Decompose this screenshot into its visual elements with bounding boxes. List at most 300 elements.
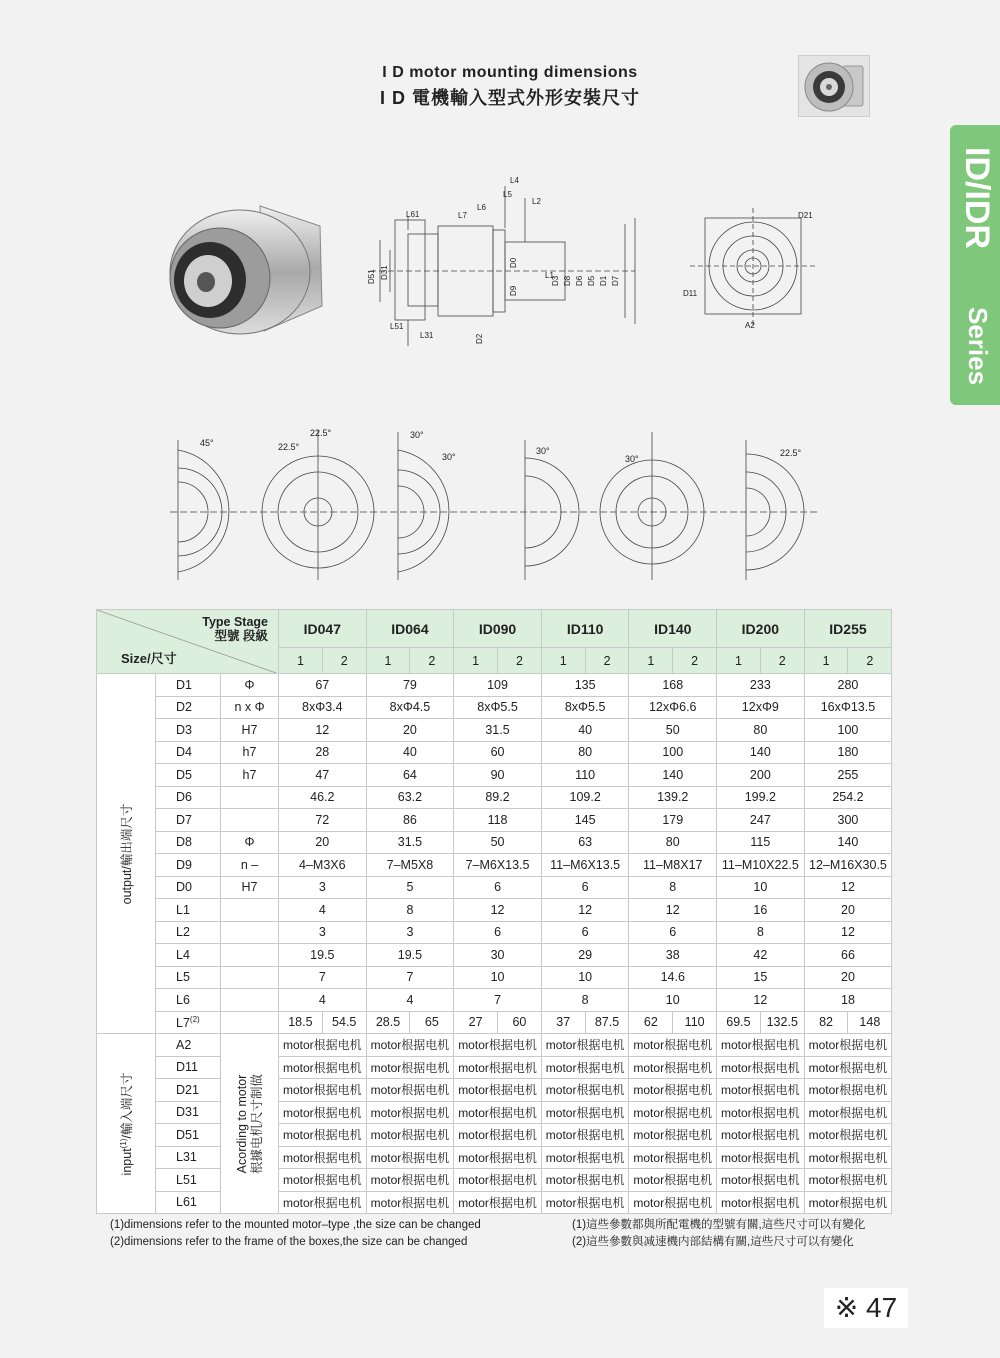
dimension-code: D6 — [156, 786, 221, 809]
motor-cell: motor根据电机 — [629, 1169, 717, 1192]
motor-cell: motor根据电机 — [366, 1146, 454, 1169]
table-row — [97, 1146, 892, 1169]
title-chinese: I D 電機輸入型式外形安裝尺寸 — [379, 88, 640, 108]
table-row — [97, 1124, 892, 1147]
according-en: Acording to motor — [234, 1074, 249, 1173]
table-cell: 255 — [804, 764, 892, 787]
stage-header: 2 — [673, 648, 717, 674]
table-cell: 16xΦ13.5 — [804, 696, 892, 719]
motor-cell: motor根据电机 — [804, 1056, 892, 1079]
motor-cell: motor根据电机 — [717, 1056, 805, 1079]
table-row — [97, 1169, 892, 1192]
table-cell: 8 — [541, 989, 629, 1012]
motor-cell: motor根据电机 — [454, 1169, 542, 1192]
flange-views — [170, 420, 830, 580]
table-cell: 40 — [366, 741, 454, 764]
table-cell: 6 — [541, 876, 629, 899]
table-cell: 31.5 — [366, 831, 454, 854]
table-cell: 15 — [717, 966, 805, 989]
table-cell: 110 — [541, 764, 629, 787]
table-cell: 50 — [454, 831, 542, 854]
input-group — [97, 1034, 156, 1214]
dimension-code: L5 — [156, 966, 221, 989]
tolerance — [221, 989, 279, 1012]
motor-cell: motor根据电机 — [804, 1169, 892, 1192]
flange-angle: 45° — [200, 438, 214, 448]
table-cell: 280 — [804, 674, 892, 697]
motor-cell: motor根据电机 — [717, 1191, 805, 1214]
footnote-mark: (2) — [189, 1014, 200, 1024]
product-thumbnail — [798, 55, 870, 117]
dimension-code: D8 — [156, 831, 221, 854]
table-cell: 66 — [804, 944, 892, 967]
motor-cell: motor根据电机 — [717, 1101, 805, 1124]
flange-angle: 22.5° — [278, 442, 300, 452]
tolerance: Φ — [221, 831, 279, 854]
table-cell: 87.5 — [585, 1011, 629, 1034]
table-cell: 30 — [454, 944, 542, 967]
dimension-code: D21 — [156, 1079, 221, 1102]
motor-cell: motor根据电机 — [629, 1191, 717, 1214]
svg-text:D6: D6 — [575, 275, 584, 286]
dimension-code: L2 — [156, 921, 221, 944]
motor-cell: motor根据电机 — [279, 1056, 367, 1079]
table-cell: 79 — [366, 674, 454, 697]
table-row — [97, 1056, 892, 1079]
table-cell: 10 — [454, 966, 542, 989]
note-zh-2: (2)這些參數與减速機内部結構有關,這些尺寸可以有變化 — [572, 1236, 854, 1248]
stage-header: 2 — [760, 648, 804, 674]
table-cell: 254.2 — [804, 786, 892, 809]
svg-text:L2: L2 — [532, 197, 541, 206]
table-row — [97, 741, 892, 764]
table-cell: 8 — [629, 876, 717, 899]
stage-header: 2 — [848, 648, 892, 674]
stage-header: 1 — [279, 648, 323, 674]
motor-cell: motor根据电机 — [279, 1079, 367, 1102]
table-cell: 20 — [279, 831, 367, 854]
table-row — [97, 1034, 892, 1057]
table-cell: 12 — [541, 899, 629, 922]
table-cell: 46.2 — [279, 786, 367, 809]
dimension-code: D11 — [156, 1056, 221, 1079]
table-row — [97, 696, 892, 719]
flange-angle: 30° — [625, 454, 639, 464]
table-cell: 115 — [717, 831, 805, 854]
table-cell: 60 — [454, 741, 542, 764]
motor-cell: motor根据电机 — [629, 1101, 717, 1124]
table-row — [97, 674, 892, 697]
table-row — [97, 944, 892, 967]
motor-cell: motor根据电机 — [629, 1146, 717, 1169]
motor-cell: motor根据电机 — [366, 1079, 454, 1102]
table-cell: 16 — [717, 899, 805, 922]
input-label — [117, 1072, 135, 1175]
table-cell: 12xΦ9 — [717, 696, 805, 719]
svg-text:D2: D2 — [475, 333, 484, 344]
table-cell: 90 — [454, 764, 542, 787]
according-note — [221, 1034, 279, 1214]
output-group — [97, 674, 156, 1034]
flange-angle: 22.5° — [780, 448, 802, 458]
table-cell: 12xΦ6.6 — [629, 696, 717, 719]
table-cell: 80 — [717, 719, 805, 742]
svg-text:L7: L7 — [458, 211, 467, 220]
model-header: ID140 — [629, 610, 717, 648]
according-text — [235, 1073, 265, 1173]
svg-text:D7: D7 — [611, 275, 620, 286]
input-label-zh: /輸入端尺寸 — [120, 1072, 134, 1139]
product-photo — [160, 196, 335, 346]
motor-cell: motor根据电机 — [454, 1079, 542, 1102]
motor-cell: motor根据电机 — [366, 1056, 454, 1079]
flange-angle: 30° — [442, 452, 456, 462]
motor-cell: motor根据电机 — [454, 1191, 542, 1214]
motor-cell: motor根据电机 — [717, 1124, 805, 1147]
table-cell: 28 — [279, 741, 367, 764]
motor-cell: motor根据电机 — [541, 1101, 629, 1124]
table-row — [97, 899, 892, 922]
table-cell: 29 — [541, 944, 629, 967]
flange-angle: 30° — [410, 430, 424, 440]
table-cell: 12 — [804, 876, 892, 899]
svg-text:L4: L4 — [510, 176, 519, 185]
input-label-en: input — [120, 1147, 134, 1175]
table-cell: 60 — [498, 1011, 542, 1034]
stage-header: 2 — [410, 648, 454, 674]
table-cell: 148 — [848, 1011, 892, 1034]
stage-header: 1 — [366, 648, 410, 674]
table-cell: 6 — [629, 921, 717, 944]
tolerance: H7 — [221, 876, 279, 899]
tolerance — [221, 809, 279, 832]
table-cell: 135 — [541, 674, 629, 697]
tolerance — [221, 786, 279, 809]
svg-text:L51: L51 — [390, 322, 404, 331]
table-cell: 54.5 — [322, 1011, 366, 1034]
motor-cell: motor根据电机 — [366, 1101, 454, 1124]
dimension-code: D1 — [156, 674, 221, 697]
table-cell: 4 — [279, 899, 367, 922]
svg-text:D1: D1 — [599, 275, 608, 286]
table-cell: 37 — [541, 1011, 585, 1034]
table-cell: 18 — [804, 989, 892, 1012]
svg-text:L6: L6 — [477, 203, 486, 212]
table-cell: 100 — [804, 719, 892, 742]
dimension-code: D2 — [156, 696, 221, 719]
note-en-2: (2)dimensions refer to the frame of the boxes,the size can be changed — [110, 1236, 468, 1248]
output-label: output/輸出端尺寸 — [120, 803, 134, 904]
dimension-code: A2 — [156, 1034, 221, 1057]
dimension-code: D51 — [156, 1124, 221, 1147]
svg-text:D5: D5 — [587, 275, 596, 286]
tolerance: Φ — [221, 674, 279, 697]
model-header: ID110 — [541, 610, 629, 648]
table-cell: 12 — [717, 989, 805, 1012]
tolerance: h7 — [221, 741, 279, 764]
flange-angle: 30° — [536, 446, 550, 456]
stage-header: 1 — [454, 648, 498, 674]
table-cell: 67 — [279, 674, 367, 697]
size-label: Size/尺寸 — [121, 651, 177, 666]
table-cell: 12 — [804, 921, 892, 944]
table-row — [97, 831, 892, 854]
table-cell: 3 — [279, 876, 367, 899]
table-cell: 6 — [454, 921, 542, 944]
svg-text:D31: D31 — [380, 265, 389, 280]
svg-text:D21: D21 — [798, 211, 813, 220]
table-corner — [97, 610, 279, 674]
table-cell: 179 — [629, 809, 717, 832]
table-cell: 14.6 — [629, 966, 717, 989]
flange-angle: 22.5° — [310, 428, 332, 438]
table-cell: 63 — [541, 831, 629, 854]
stage-header: 2 — [498, 648, 542, 674]
svg-text:A2: A2 — [745, 321, 755, 330]
motor-cell: motor根据电机 — [454, 1124, 542, 1147]
table-cell: 65 — [410, 1011, 454, 1034]
table-cell: 10 — [541, 966, 629, 989]
motor-cell: motor根据电机 — [366, 1169, 454, 1192]
motor-cell: motor根据电机 — [541, 1146, 629, 1169]
motor-cell: motor根据电机 — [279, 1101, 367, 1124]
table-cell: 8xΦ3.4 — [279, 696, 367, 719]
dimension-code: D4 — [156, 741, 221, 764]
motor-cell: motor根据电机 — [366, 1124, 454, 1147]
end-view — [683, 208, 815, 330]
motor-cell: motor根据电机 — [279, 1034, 367, 1057]
model-header: ID200 — [717, 610, 805, 648]
table-cell: 19.5 — [366, 944, 454, 967]
table-row — [97, 1011, 892, 1034]
dimension-table — [96, 609, 892, 1214]
table-cell: 19.5 — [279, 944, 367, 967]
motor-cell: motor根据电机 — [804, 1079, 892, 1102]
table-row — [97, 1101, 892, 1124]
series-tab — [950, 125, 1000, 405]
table-cell: 69.5 — [717, 1011, 761, 1034]
table-cell: 27 — [454, 1011, 498, 1034]
table-row — [97, 921, 892, 944]
motor-cell: motor根据电机 — [804, 1191, 892, 1214]
svg-text:D3: D3 — [551, 275, 560, 286]
series-name: ID/IDR — [958, 147, 996, 249]
tolerance: H7 — [221, 719, 279, 742]
motor-cell: motor根据电机 — [804, 1101, 892, 1124]
motor-cell: motor根据电机 — [541, 1034, 629, 1057]
table-cell: 8 — [366, 899, 454, 922]
motor-cell: motor根据电机 — [454, 1056, 542, 1079]
stage-header: 1 — [541, 648, 585, 674]
stage-header: 2 — [322, 648, 366, 674]
stage-header: 1 — [804, 648, 848, 674]
table-cell: 72 — [279, 809, 367, 832]
tolerance — [221, 921, 279, 944]
stage-header: 2 — [585, 648, 629, 674]
svg-text:D11: D11 — [683, 289, 698, 298]
table-row — [97, 1191, 892, 1214]
motor-cell: motor根据电机 — [804, 1124, 892, 1147]
motor-cell: motor根据电机 — [717, 1034, 805, 1057]
table-cell: 168 — [629, 674, 717, 697]
table-cell: 233 — [717, 674, 805, 697]
svg-text:D9: D9 — [509, 285, 518, 296]
motor-cell: motor根据电机 — [541, 1169, 629, 1192]
motor-cell: motor根据电机 — [804, 1146, 892, 1169]
model-header: ID255 — [804, 610, 892, 648]
table-row — [97, 786, 892, 809]
table-cell: 38 — [629, 944, 717, 967]
table-cell: 200 — [717, 764, 805, 787]
tolerance — [221, 944, 279, 967]
table-cell: 3 — [366, 921, 454, 944]
table-cell: 145 — [541, 809, 629, 832]
according-zh: 根據电机尺寸制做 — [249, 1073, 264, 1174]
dimension-code: D7 — [156, 809, 221, 832]
table-cell: 8 — [717, 921, 805, 944]
table-cell: 12 — [629, 899, 717, 922]
tolerance: n x Φ — [221, 696, 279, 719]
table-cell: 118 — [454, 809, 542, 832]
table-cell: 6 — [541, 921, 629, 944]
table-cell: 4–M3X6 — [279, 854, 367, 877]
table-cell: 63.2 — [366, 786, 454, 809]
svg-text:D51: D51 — [367, 269, 376, 284]
table-cell: 12–M16X30.5 — [804, 854, 892, 877]
motor-cell: motor根据电机 — [717, 1169, 805, 1192]
table-cell: 31.5 — [454, 719, 542, 742]
page-number: ※ 47 — [824, 1288, 908, 1328]
table-cell: 7–M5X8 — [366, 854, 454, 877]
table-cell: 110 — [673, 1011, 717, 1034]
table-cell: 4 — [366, 989, 454, 1012]
table-cell: 132.5 — [760, 1011, 804, 1034]
table-cell: 12 — [279, 719, 367, 742]
table-cell: 50 — [629, 719, 717, 742]
dimension-code-text: L7 — [176, 1015, 190, 1030]
page-title — [330, 64, 690, 110]
table-cell: 180 — [804, 741, 892, 764]
table-row — [97, 719, 892, 742]
table-cell: 140 — [804, 831, 892, 854]
svg-text:D0: D0 — [509, 257, 518, 268]
motor-cell: motor根据电机 — [279, 1191, 367, 1214]
motor-cell: motor根据电机 — [629, 1079, 717, 1102]
motor-cell: motor根据电机 — [279, 1169, 367, 1192]
table-cell: 18.5 — [279, 1011, 323, 1034]
model-header: ID090 — [454, 610, 542, 648]
table-cell: 40 — [541, 719, 629, 742]
tolerance: h7 — [221, 764, 279, 787]
table-cell: 10 — [717, 876, 805, 899]
table-cell: 20 — [804, 966, 892, 989]
table-cell: 247 — [717, 809, 805, 832]
table-cell: 8xΦ4.5 — [366, 696, 454, 719]
dimension-code: L4 — [156, 944, 221, 967]
type-stage-label: Type Stage — [202, 615, 269, 629]
table-cell: 28.5 — [366, 1011, 410, 1034]
table-cell: 100 — [629, 741, 717, 764]
motor-cell: motor根据电机 — [541, 1191, 629, 1214]
table-cell: 42 — [717, 944, 805, 967]
table-cell: 89.2 — [454, 786, 542, 809]
motor-cell: motor根据电机 — [629, 1124, 717, 1147]
table-cell: 82 — [804, 1011, 848, 1034]
table-cell: 139.2 — [629, 786, 717, 809]
motor-cell: motor根据电机 — [629, 1034, 717, 1057]
table-cell: 4 — [279, 989, 367, 1012]
note-zh-1: (1)這些參數都與所配電機的型號有關,這些尺寸可以有變化 — [572, 1219, 866, 1231]
table-cell: 11–M8X17 — [629, 854, 717, 877]
table-cell: 8xΦ5.5 — [541, 696, 629, 719]
dimension-code: L61 — [156, 1191, 221, 1214]
outline-drawings — [360, 168, 820, 353]
motor-cell: motor根据电机 — [279, 1146, 367, 1169]
dimension-code: D9 — [156, 854, 221, 877]
note-en-1: (1)dimensions refer to the mounted motor–type ,the size can be changed — [110, 1219, 481, 1231]
table-cell: 80 — [541, 741, 629, 764]
table-cell: 109.2 — [541, 786, 629, 809]
model-header: ID064 — [366, 610, 454, 648]
table-cell: 7 — [366, 966, 454, 989]
table-cell: 11–M6X13.5 — [541, 854, 629, 877]
tolerance — [221, 1011, 279, 1034]
motor-cell: motor根据电机 — [717, 1146, 805, 1169]
dimension-code: L31 — [156, 1146, 221, 1169]
tolerance — [221, 966, 279, 989]
table-cell: 20 — [366, 719, 454, 742]
dimension-code: D3 — [156, 719, 221, 742]
table-cell: 140 — [717, 741, 805, 764]
motor-cell: motor根据电机 — [366, 1034, 454, 1057]
table-row — [97, 764, 892, 787]
motor-cell: motor根据电机 — [541, 1124, 629, 1147]
motor-cell: motor根据电机 — [804, 1034, 892, 1057]
motor-cell: motor根据电机 — [717, 1079, 805, 1102]
svg-text:L5: L5 — [503, 190, 512, 199]
table-cell: 86 — [366, 809, 454, 832]
table-cell: 62 — [629, 1011, 673, 1034]
stage-header: 1 — [717, 648, 761, 674]
table-cell: 7 — [454, 989, 542, 1012]
table-cell: 6 — [454, 876, 542, 899]
side-view — [367, 176, 635, 346]
table-cell: 80 — [629, 831, 717, 854]
motor-cell: motor根据电机 — [541, 1079, 629, 1102]
motor-cell: motor根据电机 — [454, 1146, 542, 1169]
svg-text:L61: L61 — [406, 210, 420, 219]
table-cell: 7 — [279, 966, 367, 989]
table-row — [97, 966, 892, 989]
dimension-code: D31 — [156, 1101, 221, 1124]
motor-cell: motor根据电机 — [541, 1056, 629, 1079]
svg-text:D8: D8 — [563, 275, 572, 286]
svg-text:L31: L31 — [420, 331, 434, 340]
table-cell: 3 — [279, 921, 367, 944]
dimension-code: D5 — [156, 764, 221, 787]
dimension-code — [156, 1011, 221, 1034]
table-cell: 11–M10X22.5 — [717, 854, 805, 877]
dimension-code: L6 — [156, 989, 221, 1012]
table-row — [97, 809, 892, 832]
table-cell: 20 — [804, 899, 892, 922]
table-row — [97, 876, 892, 899]
tolerance — [221, 899, 279, 922]
series-label: Series — [963, 307, 993, 386]
table-cell: 300 — [804, 809, 892, 832]
motor-cell: motor根据电机 — [454, 1034, 542, 1057]
table-cell: 140 — [629, 764, 717, 787]
